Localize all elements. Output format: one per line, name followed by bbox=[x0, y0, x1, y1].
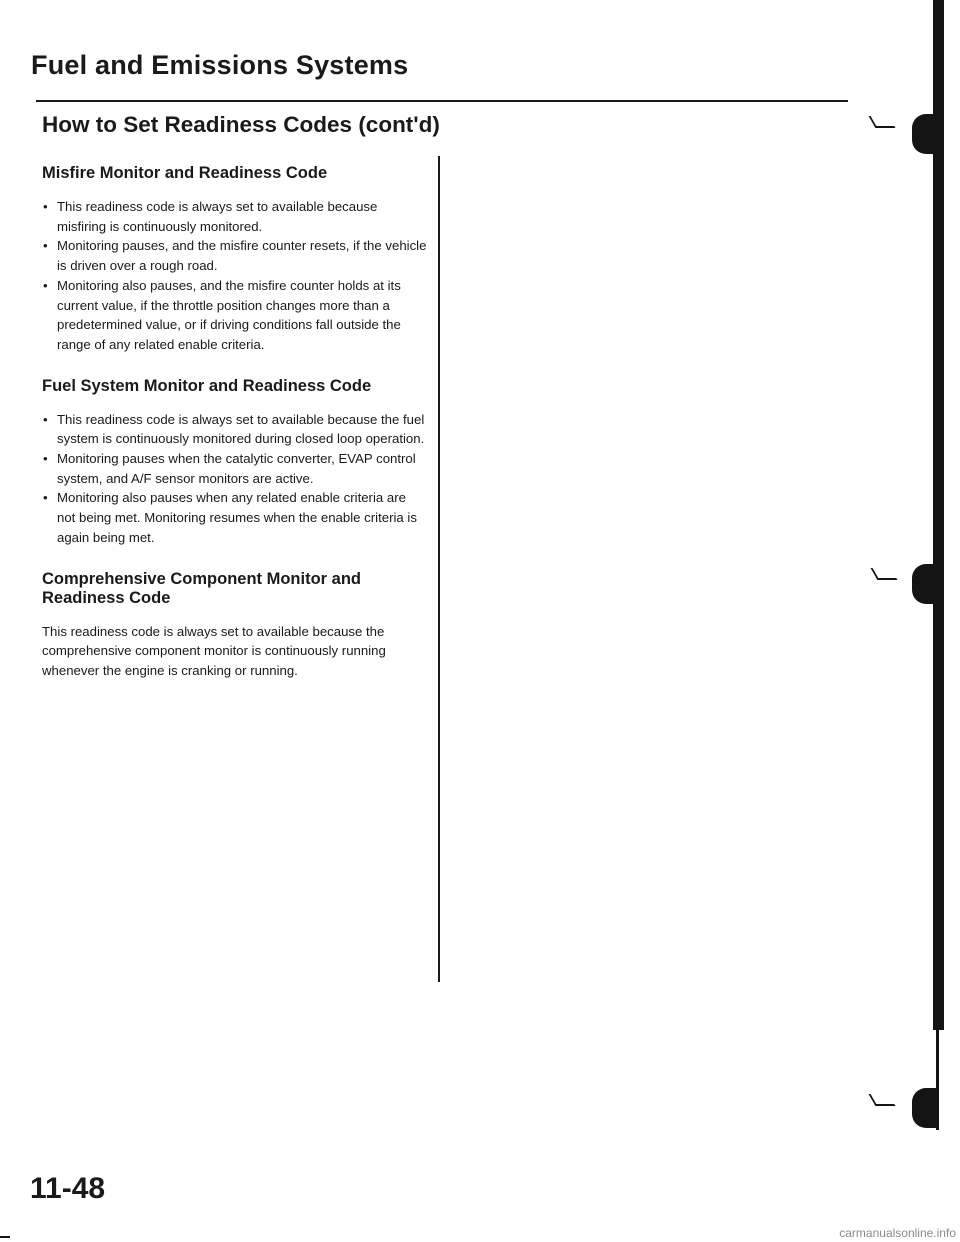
misfire-bullet-3: • Monitoring also pauses, and the misfire counter holds at its current value, if the throttle position changes more than a predetermined value, or if driving conditions fall outside the range of any related enable criteria. bbox=[42, 276, 427, 355]
misfire-bullet-list bbox=[42, 197, 427, 355]
page-number: 11-48 bbox=[30, 1172, 106, 1205]
margin-binding-line bbox=[936, 1030, 939, 1130]
column-divider bbox=[438, 156, 440, 982]
margin-binding-bar bbox=[933, 0, 944, 1030]
section-title: How to Set Readiness Codes (cont'd) bbox=[42, 112, 440, 137]
corner-mark-top bbox=[869, 116, 896, 128]
misfire-heading: Misfire Monitor and Readiness Code bbox=[42, 164, 328, 182]
left-column bbox=[42, 164, 427, 681]
comprehensive-heading: Comprehensive Component Monitor and Readiness Code bbox=[42, 569, 362, 607]
fuel-system-bullet-1: • This readiness code is always set to available because the fuel system is continuously monitored during closed loop operation. bbox=[42, 410, 427, 449]
chapter-rule bbox=[36, 100, 848, 102]
misfire-bullet-1: • This readiness code is always set to available because misfiring is continuously monitored. bbox=[42, 197, 427, 236]
misfire-bullet-2: • Monitoring pauses, and the misfire counter resets, if the vehicle is driven over a rough road. bbox=[42, 236, 427, 275]
watermark-text: carmanualsonline.info bbox=[839, 1226, 956, 1240]
thumb-tab-middle bbox=[912, 564, 936, 604]
fuel-system-bullet-list bbox=[42, 410, 427, 548]
corner-mark-bottom bbox=[869, 1094, 896, 1106]
fuel-system-bullet-2: • Monitoring pauses when the catalytic converter, EVAP control system, and A/F sensor monitors are active. bbox=[42, 449, 427, 488]
thumb-tab-top bbox=[912, 114, 936, 154]
comprehensive-paragraph: This readiness code is always set to available because the comprehensive component monitor is continuously running whenever the engine is cranking or running. bbox=[42, 623, 386, 678]
thumb-tab-bottom bbox=[912, 1088, 936, 1128]
corner-mark-middle bbox=[871, 568, 898, 580]
fuel-system-heading: Fuel System Monitor and Readiness Code bbox=[42, 376, 372, 395]
corner-tick-bottom-left bbox=[0, 1236, 10, 1238]
fuel-system-bullet-3: • Monitoring also pauses when any related enable criteria are not being met. Monitoring resumes when the enable criteria is again being met. bbox=[42, 488, 427, 547]
chapter-title: Fuel and Emissions Systems bbox=[31, 50, 409, 80]
